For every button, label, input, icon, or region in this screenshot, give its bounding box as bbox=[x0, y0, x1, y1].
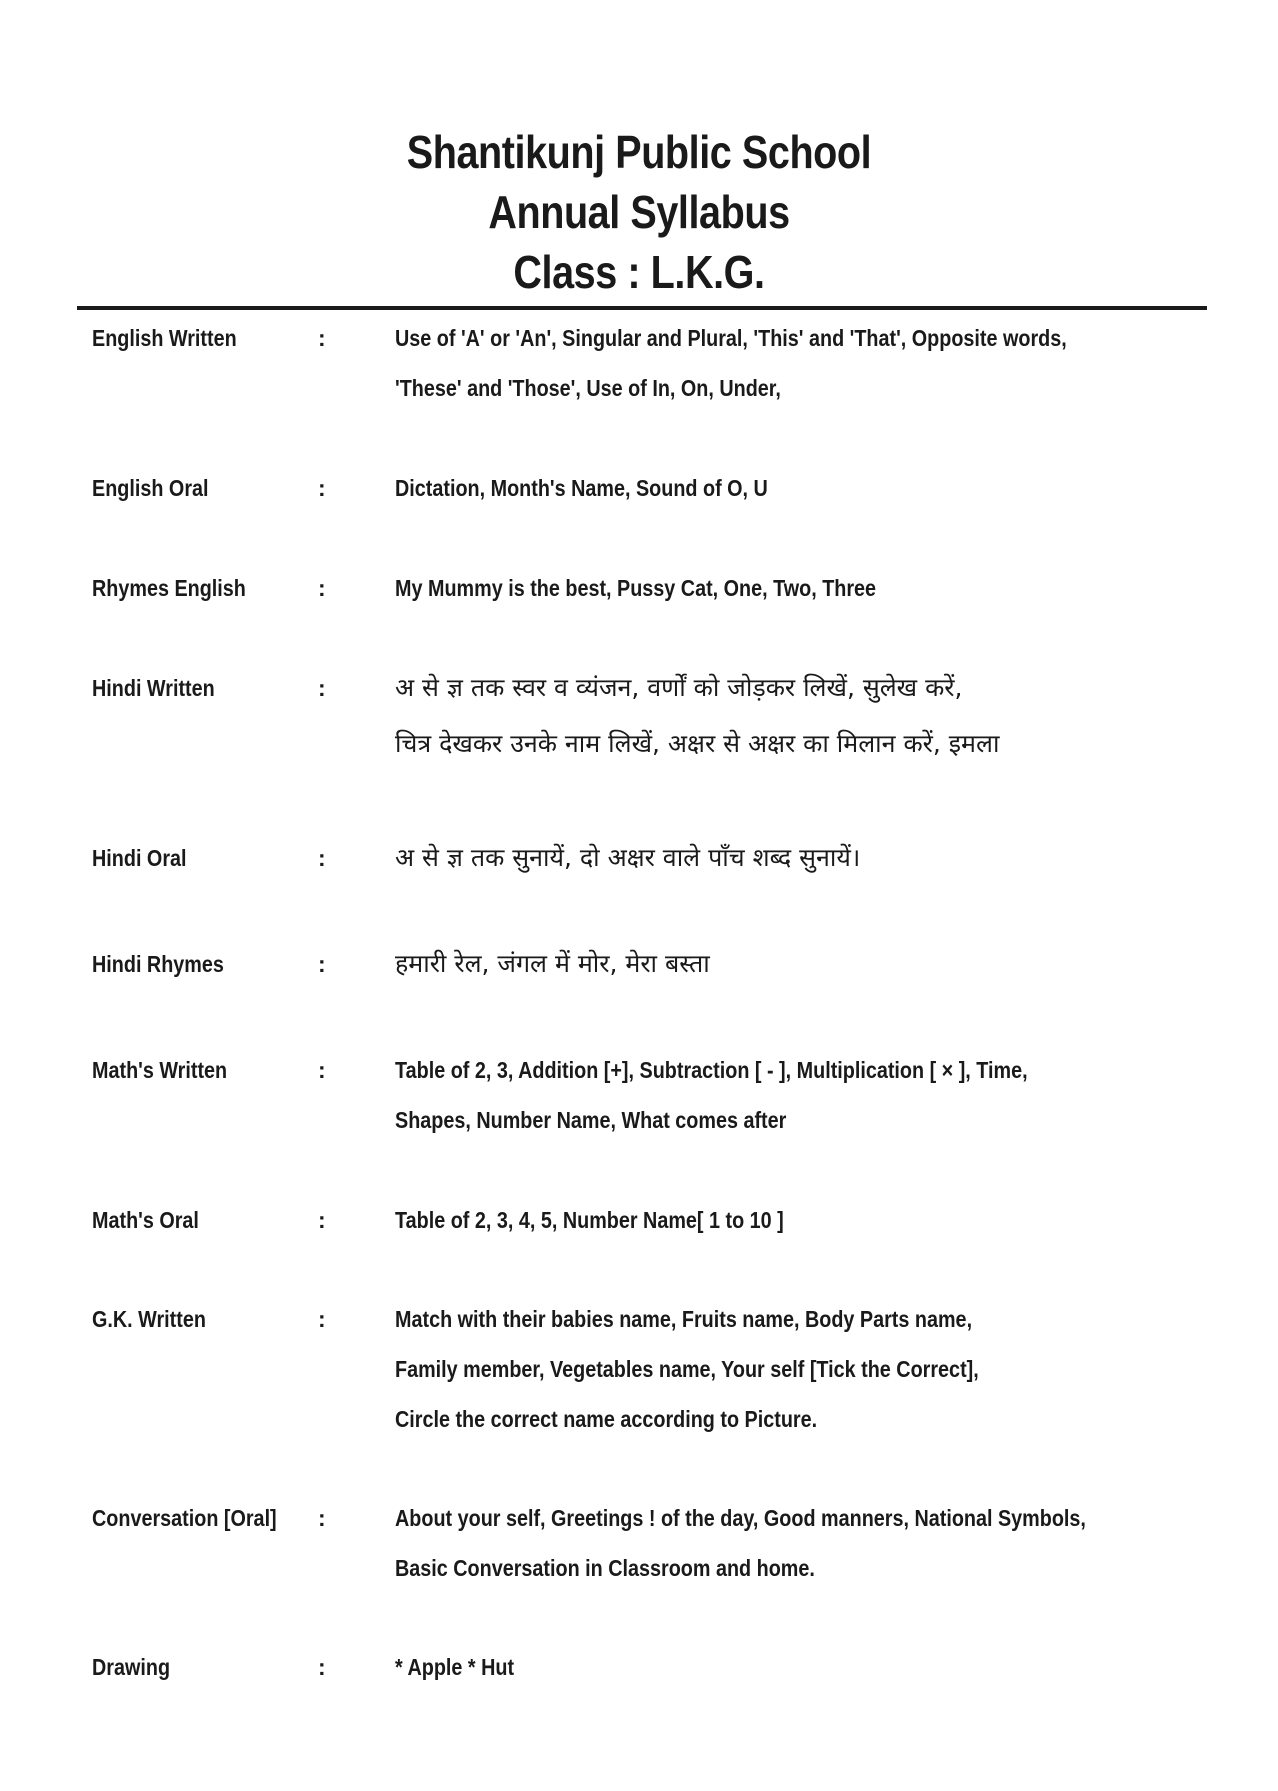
content-line: Family member, Vegetables name, Your self [Tick the Correct], bbox=[395, 1356, 979, 1382]
subject-content bbox=[395, 1294, 1215, 1444]
separator-colon: : bbox=[318, 1306, 326, 1332]
content-line: हमारी रेल, जंगल में मोर, मेरा बस्ता bbox=[395, 949, 710, 978]
school-name: Shantikunj Public School bbox=[406, 126, 872, 178]
subject-content bbox=[395, 1045, 1215, 1145]
content-line: चित्र देखकर उनके नाम लिखें, अक्षर से अक्षर का मिलान करें, इमला bbox=[395, 729, 1000, 758]
content-line: About your self, Greetings ! of the day, Good manners, National Symbols, bbox=[395, 1505, 1086, 1531]
content-line: My Mummy is the best, Pussy Cat, One, Two, Three bbox=[395, 575, 877, 601]
subject-content bbox=[395, 936, 1215, 992]
content-line: अ से ज्ञ तक स्वर व व्यंजन, वर्णों को जोड़कर लिखें, सुलेख करें, bbox=[395, 673, 963, 702]
content-line: Basic Conversation in Classroom and home. bbox=[395, 1555, 815, 1581]
separator-colon: : bbox=[318, 1207, 326, 1233]
subject-label: Hindi Oral bbox=[92, 845, 187, 871]
content-line: अ से ज्ञ तक सुनायें, दो अक्षर वाले पाँच शब्द सुनायें। bbox=[395, 843, 861, 872]
separator-colon: : bbox=[318, 325, 326, 351]
separator-colon: : bbox=[318, 675, 326, 701]
document-header bbox=[0, 122, 1278, 302]
content-line: Dictation, Month's Name, Sound of O, U bbox=[395, 475, 768, 501]
subject-content bbox=[395, 660, 1215, 772]
separator-colon: : bbox=[318, 1505, 326, 1531]
subject-label: Math's Oral bbox=[92, 1207, 199, 1233]
separator-colon: : bbox=[318, 1057, 326, 1083]
content-line: Match with their babies name, Fruits name, Body Parts name, bbox=[395, 1306, 973, 1332]
subject-content bbox=[395, 830, 1215, 886]
content-line: 'These' and 'Those', Use of In, On, Under, bbox=[395, 375, 781, 401]
header-divider bbox=[77, 306, 1207, 310]
separator-colon: : bbox=[318, 845, 326, 871]
subject-content bbox=[395, 563, 1215, 613]
subject-content bbox=[395, 1493, 1215, 1593]
content-line: Shapes, Number Name, What comes after bbox=[395, 1107, 787, 1133]
content-line: Circle the correct name according to Picture. bbox=[395, 1406, 818, 1432]
subject-content bbox=[395, 1642, 1215, 1692]
content-line: * Apple * Hut bbox=[395, 1654, 515, 1680]
subject-label: Rhymes English bbox=[92, 575, 246, 601]
subject-label: Math's Written bbox=[92, 1057, 228, 1083]
subject-label: Hindi Written bbox=[92, 675, 215, 701]
subject-label: Hindi Rhymes bbox=[92, 951, 224, 977]
subject-label: English Written bbox=[92, 325, 237, 351]
separator-colon: : bbox=[318, 575, 326, 601]
separator-colon: : bbox=[318, 951, 326, 977]
subject-content bbox=[395, 463, 1215, 513]
document-title: Annual Syllabus bbox=[488, 186, 790, 238]
separator-colon: : bbox=[318, 475, 326, 501]
subject-label: English Oral bbox=[92, 475, 209, 501]
class-label: Class : L.K.G. bbox=[513, 246, 765, 298]
subject-label: Conversation [Oral] bbox=[92, 1505, 277, 1531]
content-line: Table of 2, 3, 4, 5, Number Name[ 1 to 10 ] bbox=[395, 1207, 784, 1233]
content-line: Use of 'A' or 'An', Singular and Plural, 'This' and 'That', Opposite words, bbox=[395, 325, 1067, 351]
subject-label: Drawing bbox=[92, 1654, 171, 1680]
content-line: Table of 2, 3, Addition [+], Subtraction [ - ], Multiplication [ × ], Time, bbox=[395, 1057, 1028, 1083]
subject-content bbox=[395, 313, 1215, 413]
subject-content bbox=[395, 1195, 1215, 1245]
separator-colon: : bbox=[318, 1654, 326, 1680]
subject-label: G.K. Written bbox=[92, 1306, 206, 1332]
